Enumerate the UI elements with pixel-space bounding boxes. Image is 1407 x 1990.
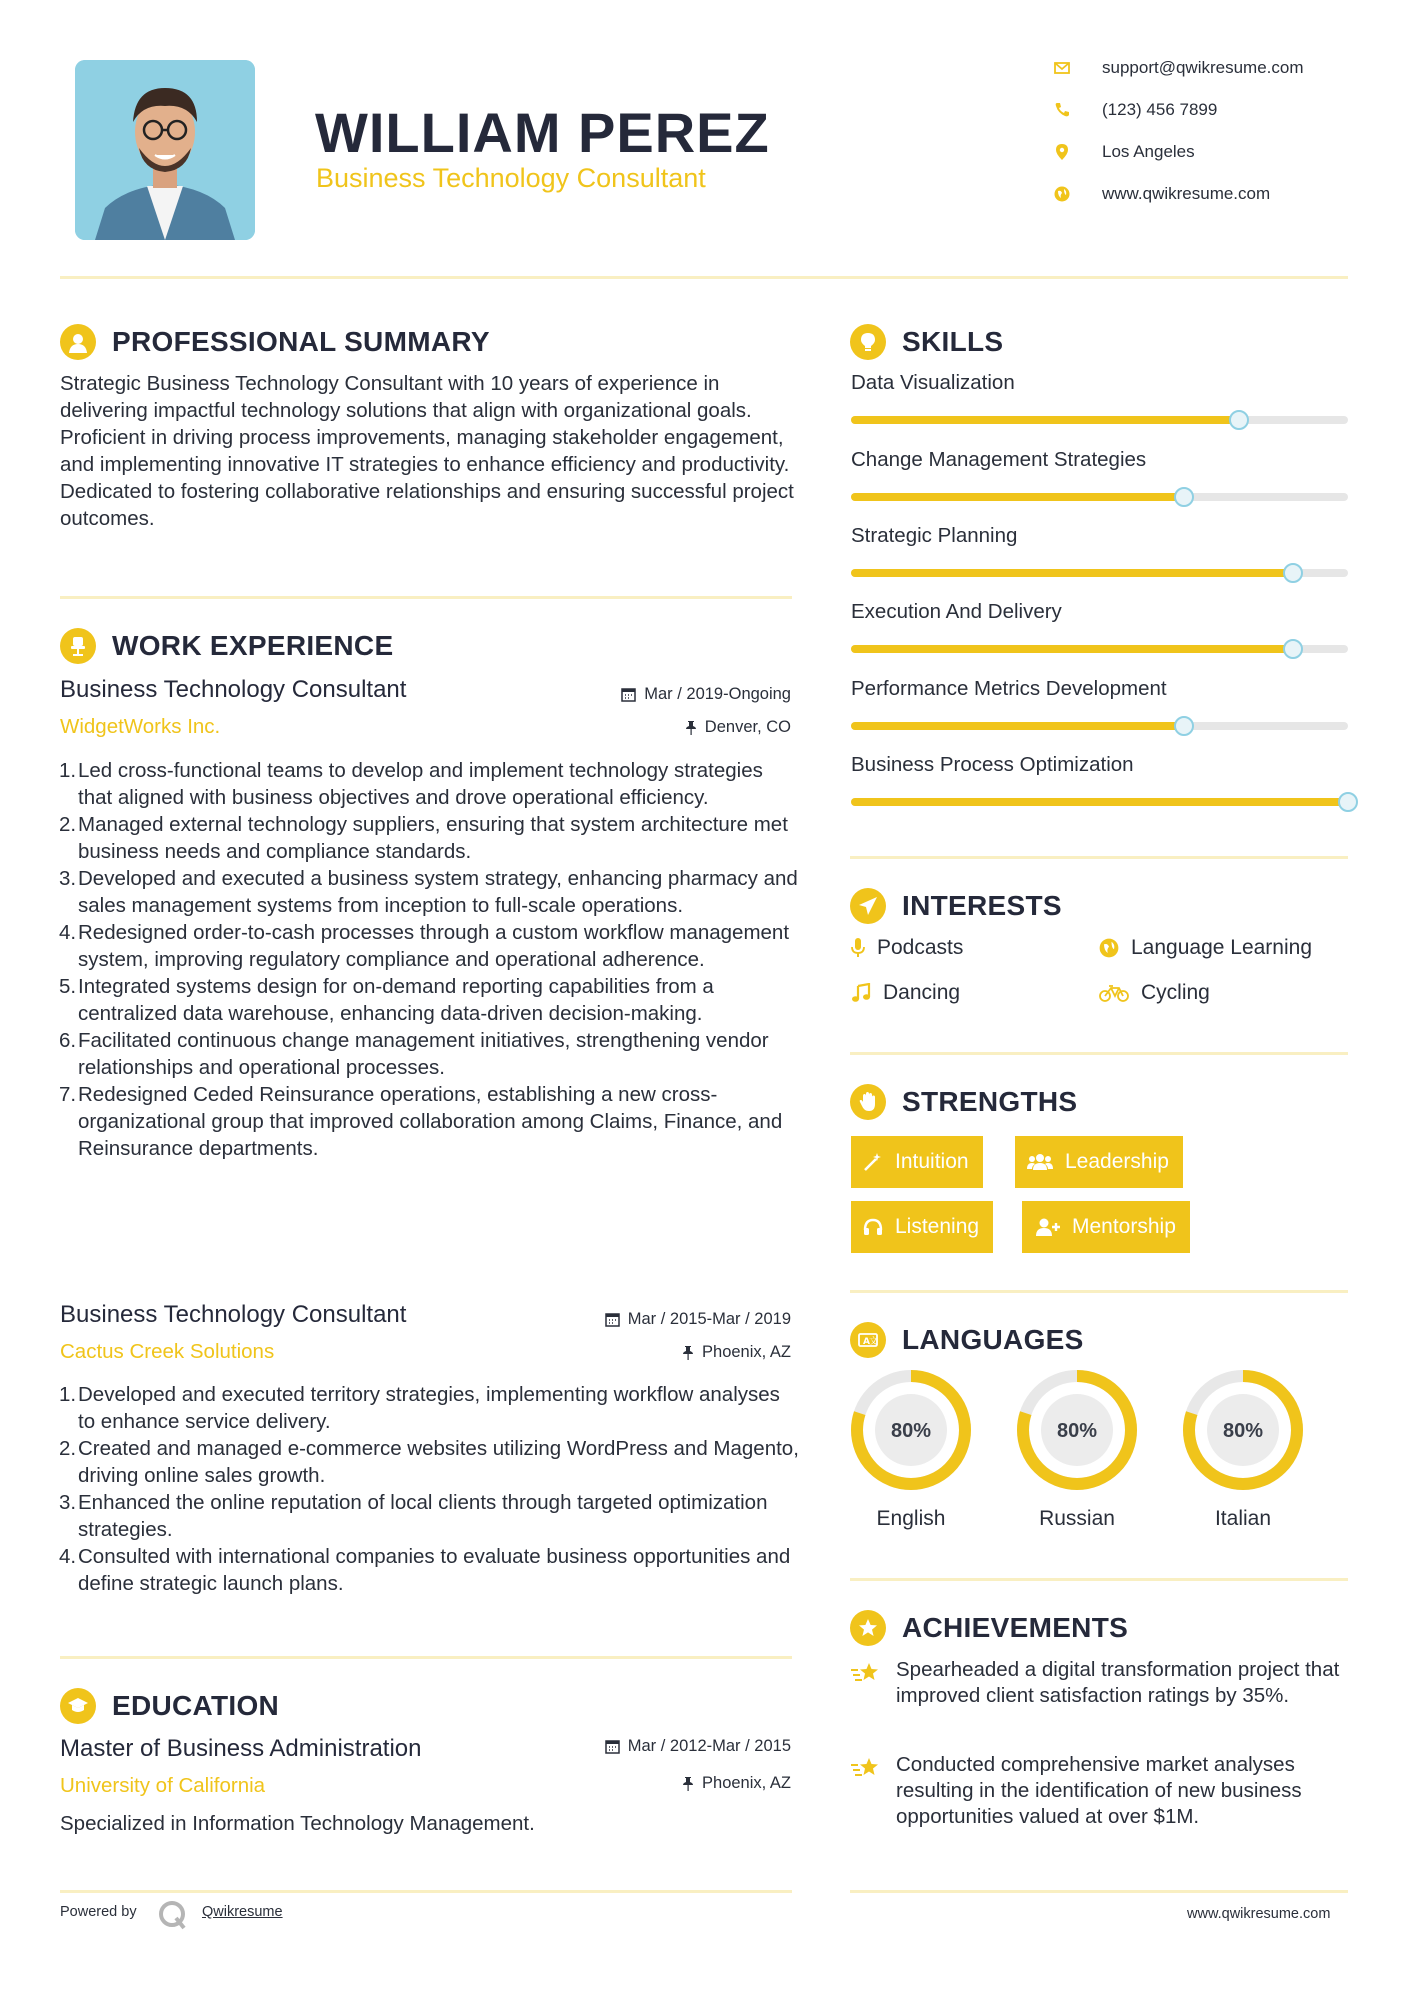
achievements-heading: ACHIEVEMENTS [850,1610,1128,1646]
skill-bar-knob [1174,716,1194,736]
globe-icon [1099,938,1119,958]
job-location: Phoenix, AZ [540,1343,791,1362]
contact-location: Los Angeles [1052,142,1195,162]
job-company: Cactus Creek Solutions [60,1340,275,1363]
skill-bar-fill [851,722,1184,730]
paper-plane-icon [850,888,886,924]
user-icon [60,324,96,360]
list-item: 4. Consulted with international companies to evaluate business opportunities and define strategic launch plans. [59,1545,791,1595]
pushpin-icon [685,720,697,735]
job-title: Business Technology Consultant [60,1301,407,1328]
header-divider [60,276,1348,279]
profile-photo [75,60,255,240]
star-badge-icon [850,1610,886,1646]
powered-by-label: Powered by [60,1904,137,1920]
svg-text:A: A [863,1337,870,1347]
calendar-icon [605,1739,620,1754]
skill-bar-knob [1283,563,1303,583]
summary-heading: PROFESSIONAL SUMMARY [60,324,490,360]
interests-heading: INTERESTS [850,888,1062,924]
skill-bar-fill [851,416,1239,424]
experience-heading: WORK EXPERIENCE [60,628,393,664]
language-ring [1181,1368,1305,1492]
bicycle-icon [1099,983,1129,1003]
skill-bar-knob [1338,792,1358,812]
list-item: 4. Redesigned order-to-cash processes through a custom workflow management system, improving regulatory compliance and operational adherence. [59,921,790,971]
language-label: Russian [1039,1507,1115,1530]
job-bullets [60,757,800,1162]
school-name: University of California [60,1774,266,1797]
job-location: Denver, CO [540,718,791,737]
interest-item: Cycling [1099,981,1210,1005]
phone-icon [1052,100,1072,120]
skill-bar [851,416,1348,424]
magic-wand-icon [863,1152,883,1172]
strengths-heading: STRENGTHS [850,1084,1077,1120]
qwikresume-logo-icon [156,1898,190,1932]
language-percent: 80% [890,1420,932,1442]
language-ring [849,1368,973,1492]
summary-divider [60,596,792,599]
list-item: 2. Managed external technology suppliers, ensuring that system architecture met business needs and compliance standards. [59,813,788,863]
candidate-name: WILLIAM PEREZ [315,101,770,164]
education-note: Specialized in Information Technology Management. [60,1812,535,1835]
language-item [849,1368,973,1531]
job-date: Mar / 2015-Mar / 2019 [540,1310,791,1329]
calendar-icon [621,687,636,702]
experience-divider [60,1656,792,1659]
skill-bar-knob [1174,487,1194,507]
language-label: Italian [1214,1507,1272,1530]
skill-bar [851,645,1348,653]
skill-label: Execution And Delivery [851,600,1062,623]
strength-tag: Mentorship [1022,1201,1190,1253]
skill-bar-knob [1283,639,1303,659]
shooting-star-icon [850,1755,882,1786]
footer-website[interactable]: www.qwikresume.com [1187,1906,1331,1922]
skill-bar-fill [851,493,1184,501]
lightbulb-icon [850,324,886,360]
strength-tag: Leadership [1015,1136,1183,1188]
list-item: 7. Redesigned Ceded Reinsurance operations, establishing a new cross-organizational group that improved collaboration among Claims, Finance, and Reinsurance departments. [59,1083,783,1160]
user-plus-icon [1034,1217,1060,1237]
language-ring [1015,1368,1139,1492]
languages-divider [850,1578,1348,1581]
shooting-star-icon [850,1660,882,1691]
location-pin-icon [1052,142,1072,162]
language-label: English [876,1507,946,1530]
strengths-divider [850,1290,1348,1293]
list-item: 5. Integrated systems design for on-demand reporting capabilities from a centralized data warehouse, enhancing data-driven decision-making. [59,975,714,1025]
skill-label: Business Process Optimization [851,753,1134,776]
summary-text: Strategic Business Technology Consultant with 10 years of experience in delivering impactful technology solutions that align with organizational goals. Proficient in driving process improvements, managing stakeholder engagement, and implementing innovative IT strategies to enhance efficiency and productivity. Dedicated to fostering collaborative relationships and ensuring successful project outcomes. [60,372,794,530]
interests-divider [850,1052,1348,1055]
skill-bar [851,569,1348,577]
music-note-icon [851,983,871,1003]
job-bullets [60,1381,800,1597]
job-date: Mar / 2019-Ongoing [540,685,791,704]
skill-label: Data Visualization [851,371,1015,394]
skill-bar [851,798,1348,806]
achievement-item: Spearheaded a digital transformation project that improved client satisfaction ratings by 35%. [896,1658,1340,1707]
interest-item: Dancing [851,981,960,1005]
interest-item: Podcasts [851,936,963,960]
graduation-icon [60,1688,96,1724]
education-heading: EDUCATION [60,1688,279,1724]
skill-bar-fill [851,569,1293,577]
globe-icon [1052,184,1072,204]
achievement-item: Conducted comprehensive market analyses resulting in the identification of new business opportunities valued at over $1M. [896,1753,1302,1828]
candidate-role: Business Technology Consultant [316,163,706,193]
job-company: WidgetWorks Inc. [60,715,221,738]
svg-text:文: 文 [869,1337,879,1347]
skill-label: Change Management Strategies [851,448,1147,471]
list-item: 3. Developed and executed a business system strategy, enhancing pharmacy and sales management systems from inception to full-scale operations. [59,867,798,917]
list-item: 2. Created and managed e-commerce websites utilizing WordPress and Magento, driving online sales growth. [59,1437,799,1487]
language-percent: 80% [1056,1420,1098,1442]
users-icon [1027,1152,1053,1172]
skill-bar [851,722,1348,730]
skills-divider [850,856,1348,859]
skill-bar-knob [1229,410,1249,430]
contact-website[interactable]: www.qwikresume.com [1052,184,1270,204]
language-item [1181,1368,1305,1531]
skill-bar-fill [851,645,1293,653]
language-item [1015,1368,1139,1531]
interest-item: Language Learning [1099,936,1312,960]
pushpin-icon [682,1345,694,1360]
skill-label: Strategic Planning [851,524,1018,547]
education-divider [60,1890,792,1893]
degree-title: Master of Business Administration [60,1735,422,1762]
skill-bar [851,493,1348,501]
qwikresume-link[interactable]: Qwikresume [202,1904,283,1920]
list-item: 6. Facilitated continuous change management initiatives, strengthening vendor relationships and operational processes. [59,1029,769,1079]
skill-label: Performance Metrics Development [851,677,1167,700]
chair-icon [60,628,96,664]
skill-bar-fill [851,798,1348,806]
skills-heading: SKILLS [850,324,1003,360]
microphone-icon [851,938,865,958]
education-date: Mar / 2012-Mar / 2015 [540,1737,791,1756]
strength-tag: Intuition [851,1136,983,1188]
job-title: Business Technology Consultant [60,676,407,703]
email-icon [1052,58,1072,78]
contact-phone[interactable]: (123) 456 7899 [1052,100,1217,120]
language-icon [850,1322,886,1358]
strength-tag: Listening [851,1201,993,1253]
list-item: 1. Developed and executed territory strategies, implementing workflow analyses to enhance service delivery. [59,1383,780,1433]
list-item: 3. Enhanced the online reputation of local clients through targeted optimization strategies. [59,1491,768,1541]
pushpin-icon [682,1776,694,1791]
language-percent: 80% [1222,1420,1264,1442]
headphones-icon [863,1217,883,1237]
hand-icon [850,1084,886,1120]
languages-heading: A 文 LANGUAGES [850,1322,1084,1358]
calendar-icon [605,1312,620,1327]
contact-email[interactable]: support@qwikresume.com [1052,58,1304,78]
achievements-divider [850,1890,1348,1893]
education-location: Phoenix, AZ [540,1774,791,1793]
list-item: 1. Led cross-functional teams to develop and implement technology strategies that aligned with business objectives and drove operational efficiency. [59,759,763,809]
